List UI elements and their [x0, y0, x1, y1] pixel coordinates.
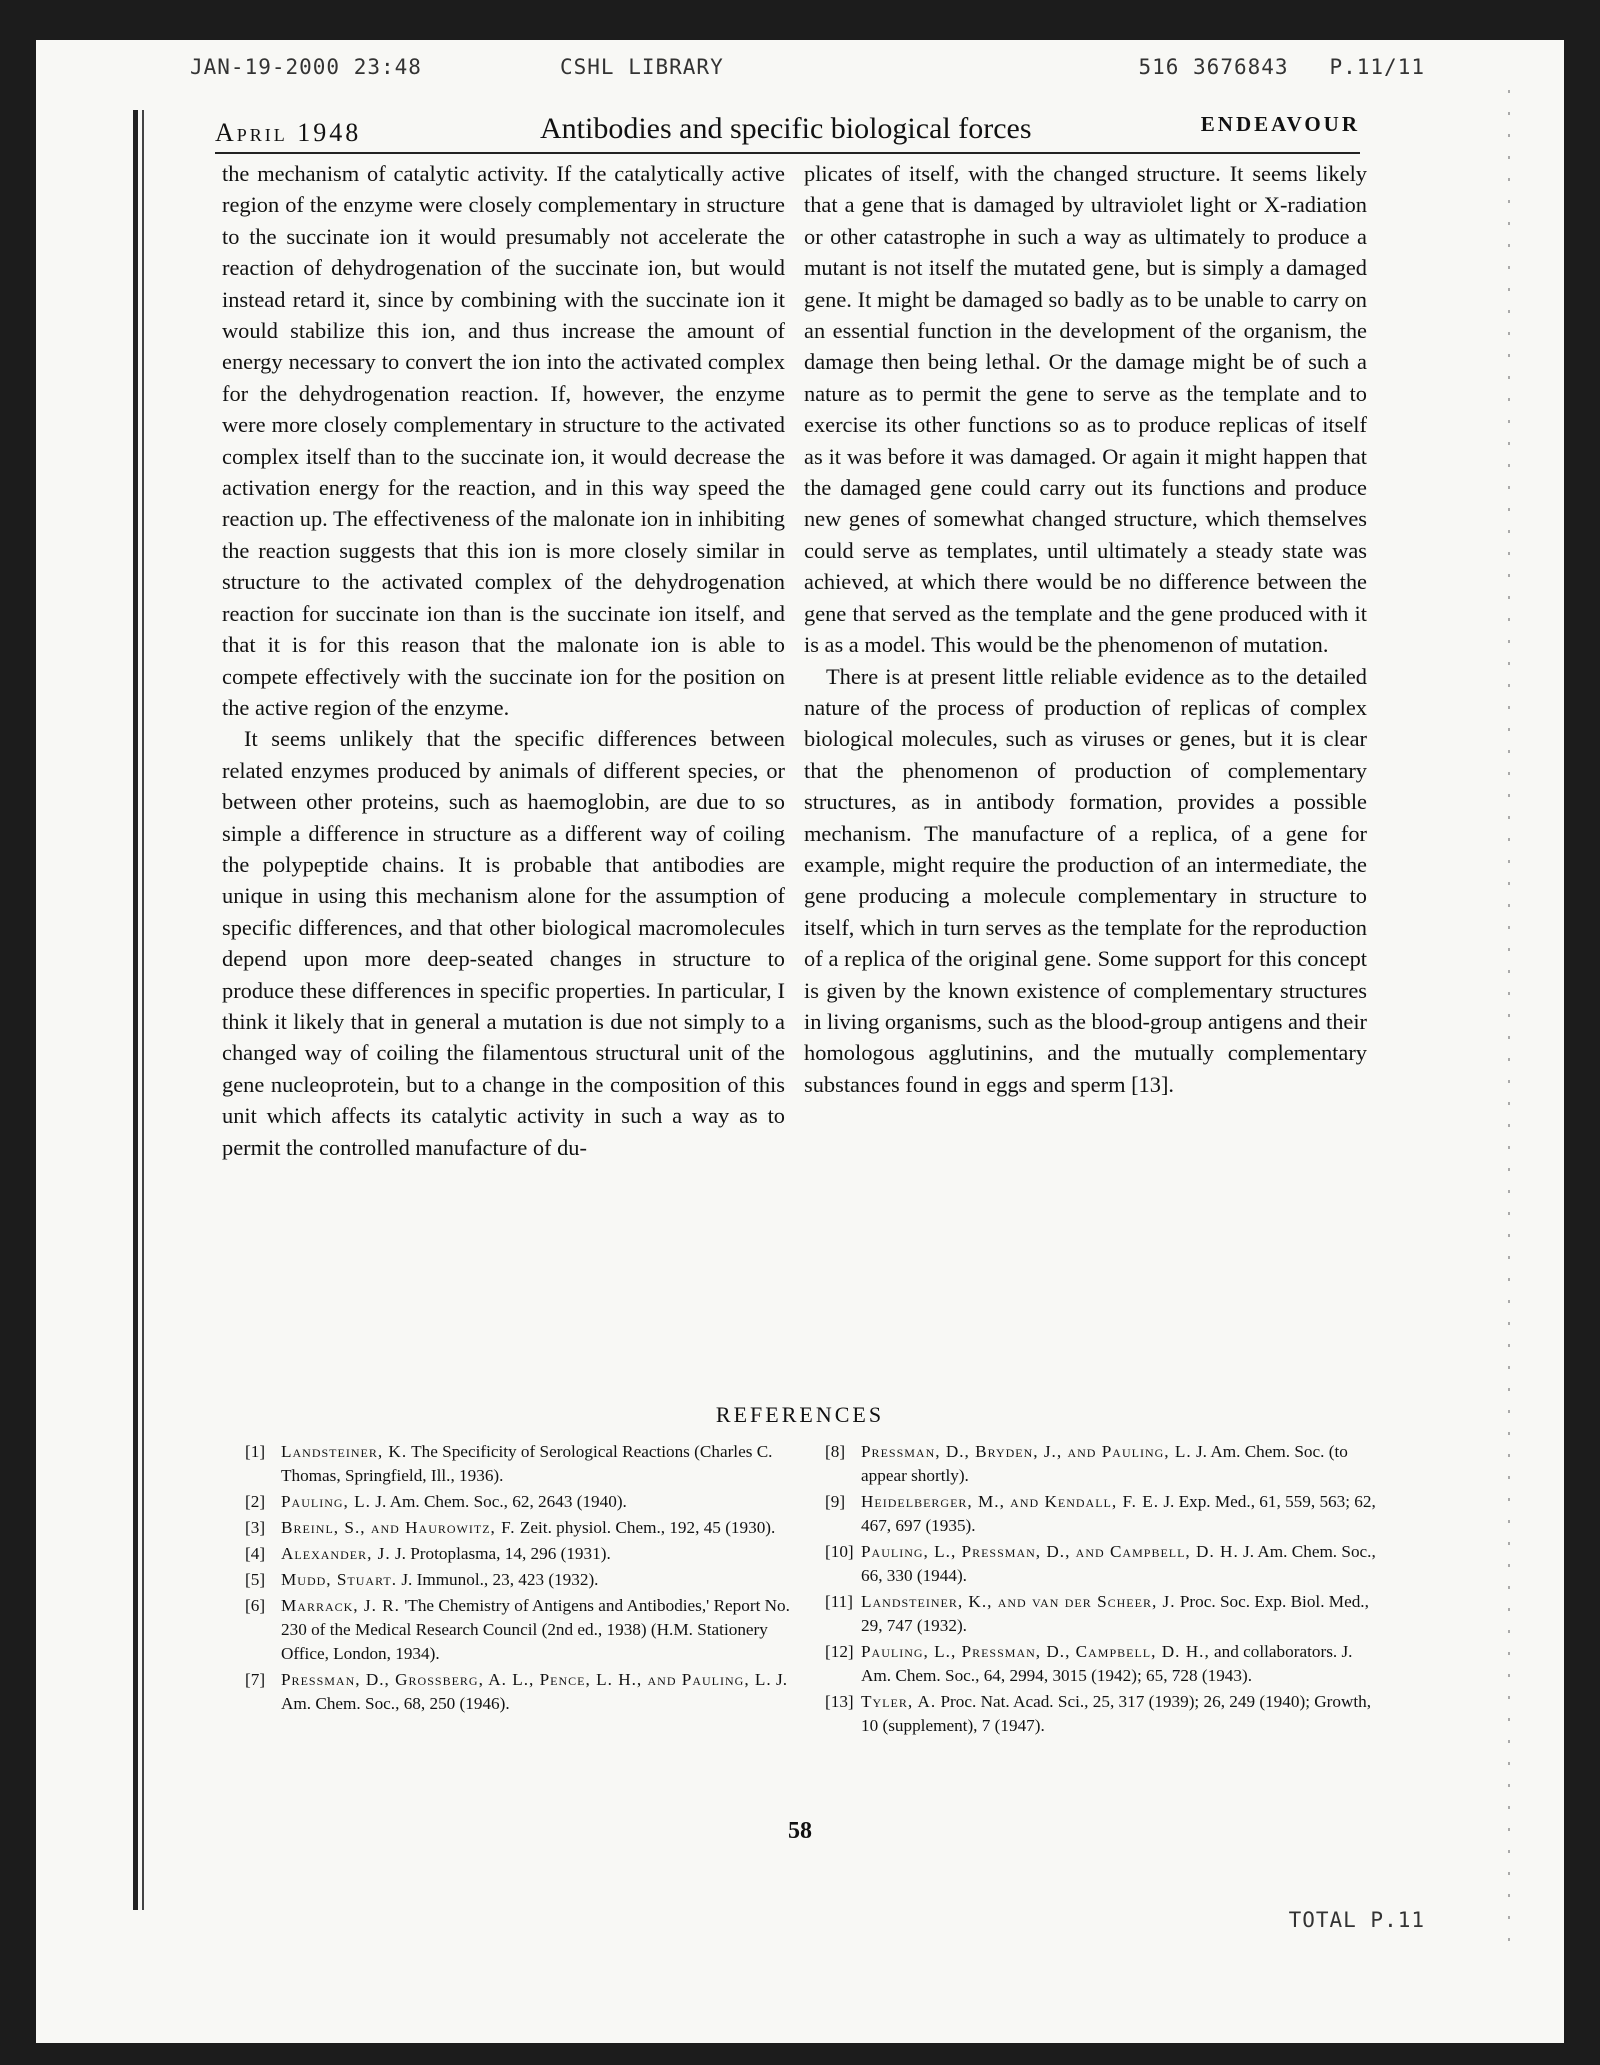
- reference-citation: The Specificity of Serological Reactions (Charles C. Thomas, Springfield, Ill., 1936).: [281, 1442, 773, 1485]
- reference-number: [8]: [825, 1442, 846, 1461]
- binding-edge: [133, 110, 138, 1910]
- reference-item: [245, 1542, 805, 1566]
- reference-authors: Alexander, J.: [281, 1544, 391, 1563]
- issue-date: April 1948: [215, 118, 362, 147]
- scan-edge-marks: [1508, 90, 1510, 1950]
- fax-page: P.11/11: [1329, 55, 1425, 79]
- reference-text: [281, 1668, 805, 1716]
- reference-citation: J. Protoplasma, 14, 296 (1931).: [394, 1544, 611, 1563]
- reference-item: [825, 1690, 1385, 1738]
- reference-item: [825, 1490, 1385, 1538]
- reference-number: [3]: [245, 1518, 266, 1537]
- fax-sender: CSHL LIBRARY: [560, 55, 724, 79]
- reference-authors: Pauling, L., Pressman, D., and Campbell, D. H.: [861, 1542, 1239, 1561]
- paragraph: the mechanism of catalytic activity. If the catalytically active region of the enzyme were closely complementary in structure to the succinate ion it would presumably not accelerate the reaction of dehydrogenation of the succinate ion, but would instead retard it, since by combining with the succinate ion it would stabilize this ion, and thus increase the amount of energy necessary to convert the ion into the activated complex for the dehydrogenation reaction. If, however, the enzyme were more closely complementary in structure to the activated complex itself than to the succinate ion, it would decrease the activation energy for the reaction, and in this way speed the reaction up. The effectiveness of the malonate ion in inhibiting the reaction suggests that this ion is more closely similar in structure to the activated complex of the dehydrogenation reaction for succinate ion than is the succinate ion itself, and that it is for this reason that the malonate ion is able to compete effectively with the succinate ion for the position on the active region of the enzyme.: [222, 161, 785, 720]
- reference-number: [2]: [245, 1492, 266, 1511]
- reference-text: [861, 1440, 1385, 1488]
- paragraph: It seems unlikely that the specific differences between related enzymes produced by animals of different species, or between other proteins, such as haemoglobin, are due to so simple a difference in structure as a different way of coiling the polypeptide chains. It is probable that antibodies are unique in using this mechanism alone for the assumption of specific differences, and that other biological macromolecules depend upon more deep-seated changes in structure to produce these differences in specific properties. In particular, I think it likely that in general a mutation is due not simply to a changed way of coiling the filamentous structural unit of the gene nucleoprotein, but to a change in the composition of this unit which affects its catalytic activity in such a way as to permit the controlled manufacture of du-: [222, 726, 785, 1160]
- fax-footer: TOTAL P.11: [1288, 1908, 1425, 1932]
- references-right-column: [825, 1440, 1385, 1740]
- reference-number: [12]: [825, 1642, 854, 1661]
- reference-text: [861, 1640, 1385, 1688]
- running-head: [215, 112, 1360, 152]
- paragraph: There is at present little reliable evidence as to the detailed nature of the process of production of replicas of complex biological molecules, such as viruses or genes, but it is clear that the phenomenon of production of complementary structures, as in antibody formation, provides a possible mechanism. The manufacture of a replica, of a gene for example, might require the production of an intermediate, the gene producing a molecule complementary in structure to itself, which in turn serves as the template for the reproduction of a replica of the original gene. Some support for this concept is given by the known existence of complementary structures in living organisms, such as the blood-group antigens and their homologous agglutinins, and the mutually complementary substances found in eggs and sperm [13].: [804, 663, 1368, 1097]
- reference-citation: J. Am. Chem. Soc. (to appear shortly).: [861, 1442, 1348, 1485]
- article-title: Antibodies and specific biological forces: [540, 112, 1032, 145]
- reference-authors: Pauling, L., Pressman, D., Campbell, D. H.,: [861, 1642, 1210, 1661]
- reference-authors: Marrack, J. R.: [281, 1596, 400, 1615]
- reference-item: [825, 1540, 1385, 1588]
- references: [245, 1440, 1385, 1740]
- reference-number: [7]: [245, 1670, 266, 1689]
- reference-authors: Tyler, A.: [861, 1692, 937, 1711]
- reference-number: [6]: [245, 1596, 266, 1615]
- reference-number: [13]: [825, 1692, 854, 1711]
- reference-authors: Pressman, D., Bryden, J., and Pauling, L.: [861, 1442, 1192, 1461]
- reference-citation: J. Immunol., 23, 423 (1932).: [401, 1570, 599, 1589]
- reference-citation: 'The Chemistry of Antigens and Antibodies,' Report No. 230 of the Medical Research Council (2nd ed., 1938) (H.M. Stationery Office, London, 1934).: [281, 1596, 790, 1663]
- reference-number: [11]: [825, 1592, 853, 1611]
- reference-item: [825, 1590, 1385, 1638]
- reference-text: [861, 1590, 1385, 1638]
- reference-item: [825, 1640, 1385, 1688]
- reference-authors: Landsteiner, K., and van der Scheer, J.: [861, 1592, 1176, 1611]
- reference-text: [281, 1568, 805, 1592]
- right-column: [804, 158, 1367, 1348]
- reference-number: [1]: [245, 1442, 266, 1461]
- reference-text: [281, 1516, 805, 1540]
- reference-authors: Pauling, L.: [281, 1492, 371, 1511]
- reference-citation: J. Am. Chem. Soc., 62, 2643 (1940).: [375, 1492, 627, 1511]
- reference-number: [9]: [825, 1492, 846, 1511]
- paragraph: plicates of itself, with the changed structure. It seems likely that a gene that is damaged by ultraviolet light or X-radiation or other catastrophe in such a way as ultimately to produce a mutant is not itself the mutated gene, but is simply a damaged gene. It might be damaged so badly as to be unable to carry on an essential function in the development of the organism, the damage then being lethal. Or the damage might be of such a nature as to permit the gene to serve as the template and to exercise its other functions so as to produce replicas of itself as it was before it was damaged. Or again it might happen that the damaged gene could carry out its functions and produce new genes of somewhat changed structure, which themselves could serve as templates, until ultimately a steady state was achieved, at which there would be no difference between the gene that served as the template and the gene produced with it is as a model. This would be the phenomenon of mutation.: [804, 161, 1367, 658]
- header-rule: [215, 152, 1360, 154]
- reference-text: [861, 1490, 1385, 1538]
- reference-item: [245, 1516, 805, 1540]
- page-number: 58: [788, 1818, 812, 1844]
- reference-citation: Zeit. physiol. Chem., 192, 45 (1930).: [519, 1518, 776, 1537]
- binding-edge-thin: [142, 110, 144, 1910]
- reference-text: [281, 1594, 805, 1666]
- fax-phone-page: [1138, 55, 1425, 79]
- reference-authors: Mudd, Stuart.: [281, 1570, 398, 1589]
- references-left-column: [245, 1440, 805, 1740]
- references-heading: REFERENCES: [715, 1402, 885, 1427]
- reference-citation: J. Am. Chem. Soc., 66, 330 (1944).: [861, 1542, 1376, 1585]
- reference-authors: Breinl, S., and Haurowitz, F.: [281, 1518, 516, 1537]
- reference-item: [245, 1440, 805, 1488]
- reference-authors: Heidelberger, M., and Kendall, F. E.: [861, 1492, 1160, 1511]
- reference-text: [861, 1690, 1385, 1738]
- reference-item: [245, 1490, 805, 1514]
- reference-item: [825, 1440, 1385, 1488]
- reference-citation: Proc. Nat. Acad. Sci., 25, 317 (1939); 26, 249 (1940); Growth, 10 (supplement), 7 (1947).: [861, 1692, 1372, 1735]
- reference-item: [245, 1594, 805, 1666]
- reference-item: [245, 1568, 805, 1592]
- reference-number: [5]: [245, 1570, 266, 1589]
- reference-citation: and collaborators. J. Am. Chem. Soc., 64, 2994, 3015 (1942); 65, 728 (1943).: [861, 1642, 1353, 1685]
- reference-number: [10]: [825, 1542, 854, 1561]
- reference-text: [281, 1542, 805, 1566]
- fax-datetime: JAN-19-2000 23:48: [190, 55, 422, 79]
- reference-authors: Pressman, D., Grossberg, A. L., Pence, L. H., and Pauling, L.: [281, 1670, 772, 1689]
- journal-name: ENDEAVOUR: [1200, 112, 1360, 136]
- fax-header: [190, 55, 1425, 87]
- reference-text: [861, 1540, 1385, 1588]
- article-body: [222, 158, 1367, 1348]
- reference-citation: J. Exp. Med., 61, 559, 563; 62, 467, 697 (1935).: [861, 1492, 1376, 1535]
- reference-citation: J. Am. Chem. Soc., 68, 250 (1946).: [281, 1670, 788, 1713]
- reference-item: [245, 1668, 805, 1716]
- reference-citation: Proc. Soc. Exp. Biol. Med., 29, 747 (1932).: [861, 1592, 1369, 1635]
- reference-number: [4]: [245, 1544, 266, 1563]
- reference-authors: Landsteiner, K.: [281, 1442, 408, 1461]
- reference-text: [281, 1490, 805, 1514]
- reference-text: [281, 1440, 805, 1488]
- fax-phone: 516 3676843: [1138, 55, 1289, 79]
- left-column: [222, 158, 785, 1348]
